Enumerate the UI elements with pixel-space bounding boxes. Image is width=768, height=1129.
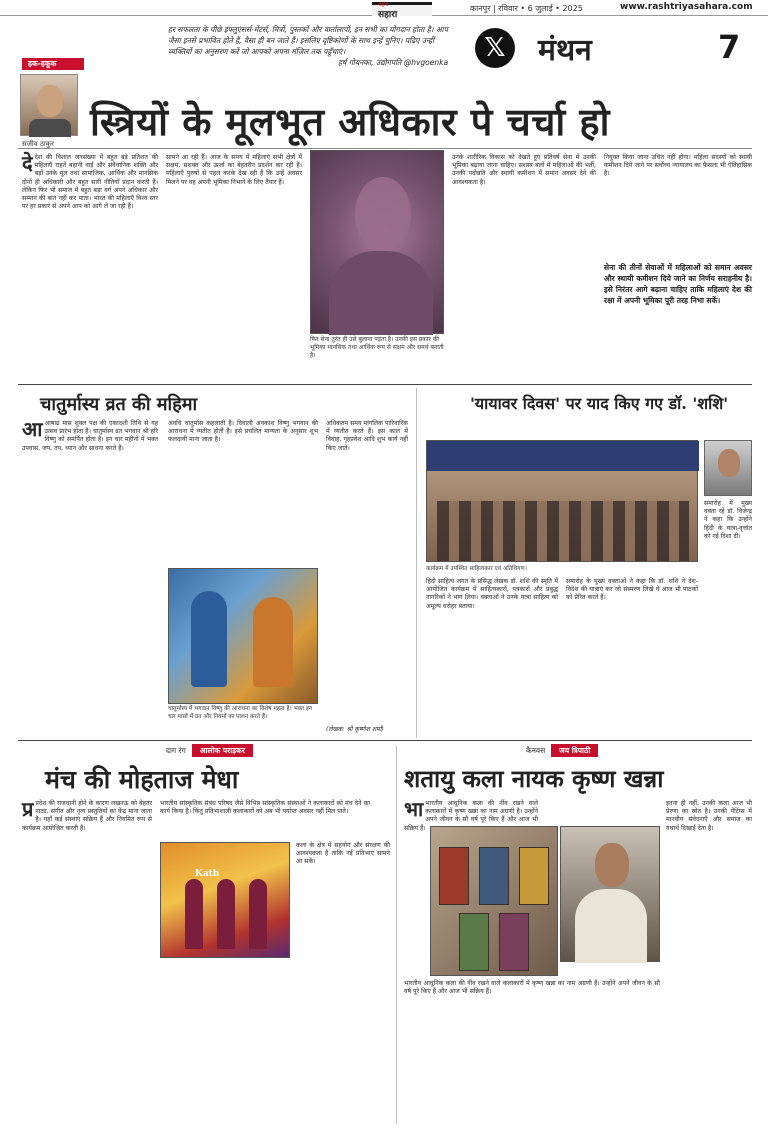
deity-photo-caption: चातुर्मास्य में भगवान विष्णु की आराधना का विशेष महत्व है। भक्त इन चार मासों में व्रत और नियमों का पालन करते हैं। [168, 706, 313, 720]
artwork-photo [430, 826, 558, 976]
story3-col-1: हिंदी साहित्य जगत के प्रसिद्ध लेखक डॉ. शशि की स्मृति में आयोजित कार्यक्रम में साहित्यकारों, पत्रकारों और प्रबुद्ध नागरिकों ने भाग लिया। वक्ताओं ने उनके यात्रा साहित्य को अमूल्य धरोहर बताया। [426, 578, 558, 610]
painting-panel [479, 847, 509, 905]
story5-author: जय त्रिपाठी [551, 744, 598, 757]
story2-credit: (लेखक: श्री कृष्णेश शर्मा) [326, 726, 384, 733]
dr-shashi-portrait [704, 440, 752, 496]
painting-panel [459, 913, 489, 971]
stage-backdrop-text: Kath [195, 869, 220, 879]
story4-headline: मंच की मोहताज मेधा [45, 765, 239, 794]
divider [18, 148, 752, 149]
story4-col-3: कला के क्षेत्र में सहयोग और संरक्षण की आवश्यकता है ताकि नई प्रतिभाएं सामने आ सकें। [296, 842, 390, 866]
painting-panel [439, 847, 469, 905]
painting-panel [519, 847, 549, 905]
event-banner [427, 441, 699, 471]
portrait-face [595, 843, 629, 887]
story5-tag [520, 744, 598, 757]
deity-figure [253, 597, 293, 687]
story4-author: आलोक पराड़कर [192, 744, 253, 757]
column-divider [416, 388, 417, 738]
story2-col-3: अधिकतम समय मांगलिक पारिवारिक में व्यतीत करते हैं। इस काल में विवाह, गृहप्रवेश आदि शुभ कार्य नहीं किए जाते। [326, 420, 408, 452]
dance-performance-photo [160, 842, 290, 958]
event-group-photo [426, 440, 698, 562]
story5-col-2: इतना ही नहीं, उनकी कला आज भी प्रेरणा का स्रोत है। उनकी पेंटिंग्स में मानवीय संवेदनाएँ और समाज का यथार्थ दिखाई देता है। [666, 800, 752, 832]
dropcap: प्र [22, 797, 34, 821]
portrait-torso [575, 889, 647, 963]
lead-col-1: देदेश की विशाल जनसंख्या में बहुत बड़े प्रतिशत की महिलाएँ राहतें बहानी वाई और संवैधानिक शक्ति और बड़ों उनके मूल तथा सामाजिक, आर्थिक और मानसिक दोनों ही अधिकारी और बहुत सारी नीतियाँ प्रदान करती हैं। लेकिन फिर भी समाज में बहुत बड़ा वर्ग अपने अधिकार और सम्मान की बात नहीं कर पाता। भारत की महिलाएँ विश्व स्तर पर हर प्रकार से अपने आप को आगे ले जा रही हैं। [22, 151, 158, 211]
portrait-face [718, 449, 740, 477]
story5-tag-label: कैनवस [526, 746, 546, 755]
story4-tag-label: दाग रंग [166, 746, 186, 755]
story5-col-1: भाभारतीय आधुनिक कला की नींव रखने वाले कलाकारों में कृष्ण खन्ना का नाम अग्रणी है। उन्होंने अपने जीवन के सौ वर्ष पूरे किए हैं और आज भी सक्रिय हैं। [404, 797, 538, 832]
story5-headline: शतायु कला नायक कृष्ण खन्ना [404, 764, 664, 793]
dancer-figure [217, 879, 235, 949]
silhouette-head [355, 177, 411, 251]
newspaper-logo[interactable] [372, 2, 432, 20]
deity-figure [191, 591, 227, 687]
story2-col-2: अवधि चातुर्मास कहलाती है। दिवाली अवकाश विष्णु भगवान की आराधना में व्यतीत होती है। इसे प्रचलित मान्यता के अनुसार शुभ फलदायी माना जाता है। [168, 420, 318, 444]
dropcap: आ [22, 417, 43, 441]
silhouette-shoulders [329, 251, 433, 335]
brand-subtitle: राष्ट्रीय [378, 2, 389, 8]
tweet-text: हर सफलता के पीछे इंफ्लुएंसर्स-मेंटर्स, मित्रों, पुस्तकों और वार्तालापों, इन सभी का योगदान होता है। आप जैसा इनसे प्रभावित होते हैं, वैसा ही बन जाते हैं। इसलिए दृष्टिकोणों के साथ इन्हें चुनिए। पढ़िए उन्हीं व्यक्तियों का अनुसरण करें जो आपको अपना मंज़िल तक पहुँचाएं। [168, 25, 448, 56]
lead-tag: हक-हकूक [22, 58, 84, 70]
dancer-figure [185, 879, 203, 949]
dropcap: दे [22, 151, 33, 175]
lead-col-4: उनके शारीरिक विकास को देखते हुए प्रतिवर्ष सेना में उनकी भूमिका बढ़ाया जाना चाहिए। सशस्त्र बलों में महिलाओं की भर्ती, उनकी पदोन्नति और स्थायी कमीशन में समान अवसर देने की आवश्यकता है। [452, 154, 596, 186]
dancer-figure [249, 879, 267, 949]
story4-col-1: प्र प्रदेश की राजधानी होने के कारण लखनऊ को बेहतर नाट्य, संगीत और नृत्य प्रस्तुतियों का केंद्र माना जाता है। यहाँ कई संस्थाएं सक्रिय हैं और नियमित रूप से कार्यक्रम आयोजित करती हैं। [22, 797, 152, 832]
story4-col-2: भारतीय सांस्कृतिक संबंध परिषद जैसे विभिन्न सांस्कृतिक संस्थाओं ने कलाकारों को मंच देने का कार्य किया है। किंतु प्रतिभाशाली कलाकारों को अब भी पर्याप्त अवसर नहीं मिल पाते। [160, 800, 370, 816]
story3-col-2: समारोह के मुख्य वक्ताओं ने कहा कि डॉ. शशि ने देश-विदेश की यात्राएं कर जो संस्मरण लिखे वे आज भी पाठकों को प्रेरित करते हैं। [566, 578, 698, 602]
divider [18, 740, 752, 741]
lead-author: संजीव ठाकुर [22, 140, 54, 148]
krishna-khanna-portrait [560, 826, 660, 962]
section-title: मंथन [538, 33, 592, 68]
dateline: कानपुर | रविवार • 6 जुलाई • 2025 [470, 4, 583, 13]
story3-headline: 'यायावर दिवस' पर याद किए गए डॉ. 'शशि' [470, 394, 729, 413]
event-photo-caption: कार्यक्रम में उपस्थित साहित्यकार एवं अतिथिगण। [426, 566, 527, 572]
masthead-bar [0, 0, 768, 20]
author-face [37, 85, 63, 117]
lead-col-2: सामने आ रही हैं। आज के समय में महिलाएं सभी क्षेत्रों में सक्षम, सशक्त और ऊर्जा का बेहतरीन प्रदर्शन कर रही हैं। महिलाएँ पुरुषों से पहल करके देख रही हैं कि उन्हें अवसर मिलने पर वह अपनी भूमिका निभाने के लिए तैयार हैं। [166, 154, 302, 186]
lead-headline: स्त्रियों के मूलभूत अधिकार पे चर्चा हो [90, 99, 610, 144]
brand-name: सहारा [378, 10, 398, 20]
lead-col-5: नियुक्त किया जाना उचित नहीं होगा। महिला सदस्यों को स्थायी कमीशन दिये जाने पर सर्वोच्च न्यायालय का फैसला भी ऐतिहासिक है। [604, 154, 752, 178]
dropcap: भा [404, 797, 424, 821]
pull-quote: सेना की तीनों सेवाओं में महिलाओं को समान अवसर और स्थायी कमीशन दिये जाने का निर्णय सराहनीय है। इसे निरंतर आगे बढ़ाना चाहिए ताकि महिलाएं देश की रक्षा में अपनी भूमिका पूरी तरह निभा सकें। [604, 263, 752, 305]
author-body [29, 119, 71, 137]
deity-photo [168, 568, 318, 704]
story2-col-1: आआषाढ़ मास शुक्ल पक्ष की एकादशी तिथि से यह उत्सव प्रारंभ होता है। चातुर्मास्य व्रत भगवान श्री हरि विष्णु को समर्पित होता है। इन चार महीनों में भक्त उपवास, जप, तप, ध्यान और साधना करते हैं। [22, 417, 158, 452]
lead-image-caption: फिर सेना तुरंत ही उसे बुलाना पड़ता है। उनकी इस प्रकार की भूमिका मानसिक तथा आर्थिक रूप से सक्षम और समर्थ बनाती है। [310, 336, 444, 359]
story2-headline: चातुर्मास्य व्रत की महिमा [40, 394, 198, 415]
event-attendees [437, 501, 689, 561]
quote-strip [18, 22, 752, 68]
story5-col-3: भारतीय आधुनिक कला की नींव रखने वाले कलाकारों में कृष्ण खन्ना का नाम अग्रणी है। उन्होंने अपने जीवन के सौ वर्ष पूरे किए हैं और आज भी सक्रिय हैं। [404, 980, 660, 996]
tweet-handle: हर्ष गोयनका, उद्योगपति @hvgoenka [338, 58, 449, 67]
author-photo [20, 74, 78, 136]
x-logo-icon: 𝕏 [475, 28, 515, 68]
page-number: 7 [718, 28, 741, 66]
column-divider [396, 746, 397, 1124]
painting-panel [499, 913, 529, 971]
story3-col-3: समारोह में मुख्य वक्ता रहे डॉ. विजेन्द्र ने कहा कि उन्होंने हिंदी के यात्रा-वृत्तांत को नई दिशा दी। [704, 500, 752, 540]
lead-image [310, 150, 444, 334]
story4-tag [160, 744, 253, 757]
divider [18, 384, 752, 385]
website-link[interactable]: www.rashtriyasahara.com [620, 2, 753, 12]
